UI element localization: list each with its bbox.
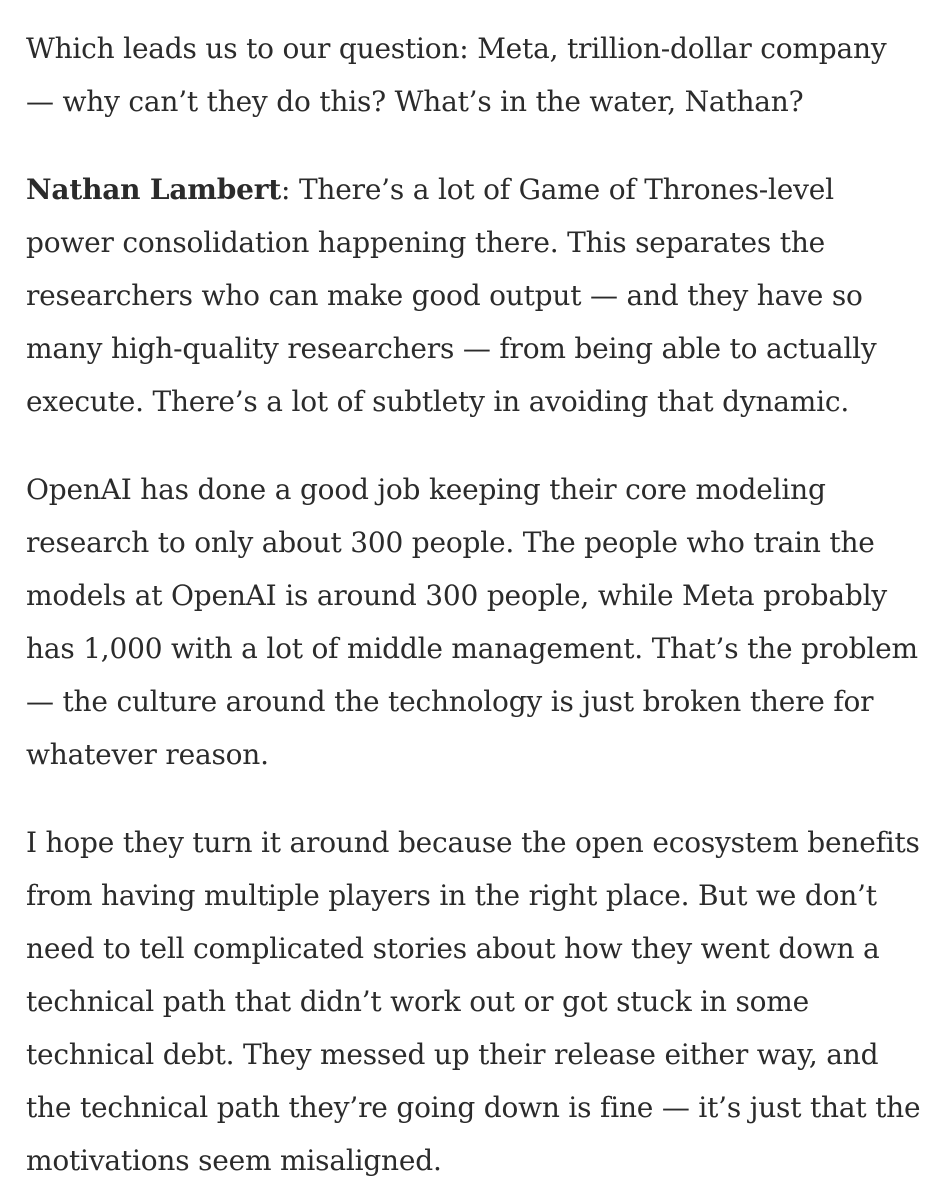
speaker-name: Nathan Lambert <box>26 173 282 206</box>
speaker-colon: : <box>281 173 291 206</box>
paragraph-question: Which leads us to our question: Meta, trillion-dollar company — why can’t they do this? What’s in the water, Nathan? <box>26 32 887 118</box>
paragraph-answer-intro <box>26 163 922 428</box>
paragraph-hope: I hope they turn it around because the open ecosystem benefits from having multiple players in the right place. But we don’t need to tell complicated stories about how they went down a technical path that didn’t work out or got stuck in some technical debt. They messed up their release either way, and the technical path they’re going down is fine — it’s just that the motivations seem misaligned. <box>26 826 921 1177</box>
paragraph-openai: OpenAI has done a good job keeping their core modeling research to only about 300 people. The people who train the models at OpenAI is around 300 people, while Meta probably has 1,000 with a lot of middle management. That’s the problem — the culture around the technology is just broken there for whatever reason. <box>26 473 918 771</box>
answer-text: There’s a lot of Game of Thrones-level power consolidation happening there. This separates the researchers who can make good output — and they have so many high-quality researchers — from being able to actually execute. There’s a lot of subtlety in avoiding that dynamic. <box>26 173 877 418</box>
